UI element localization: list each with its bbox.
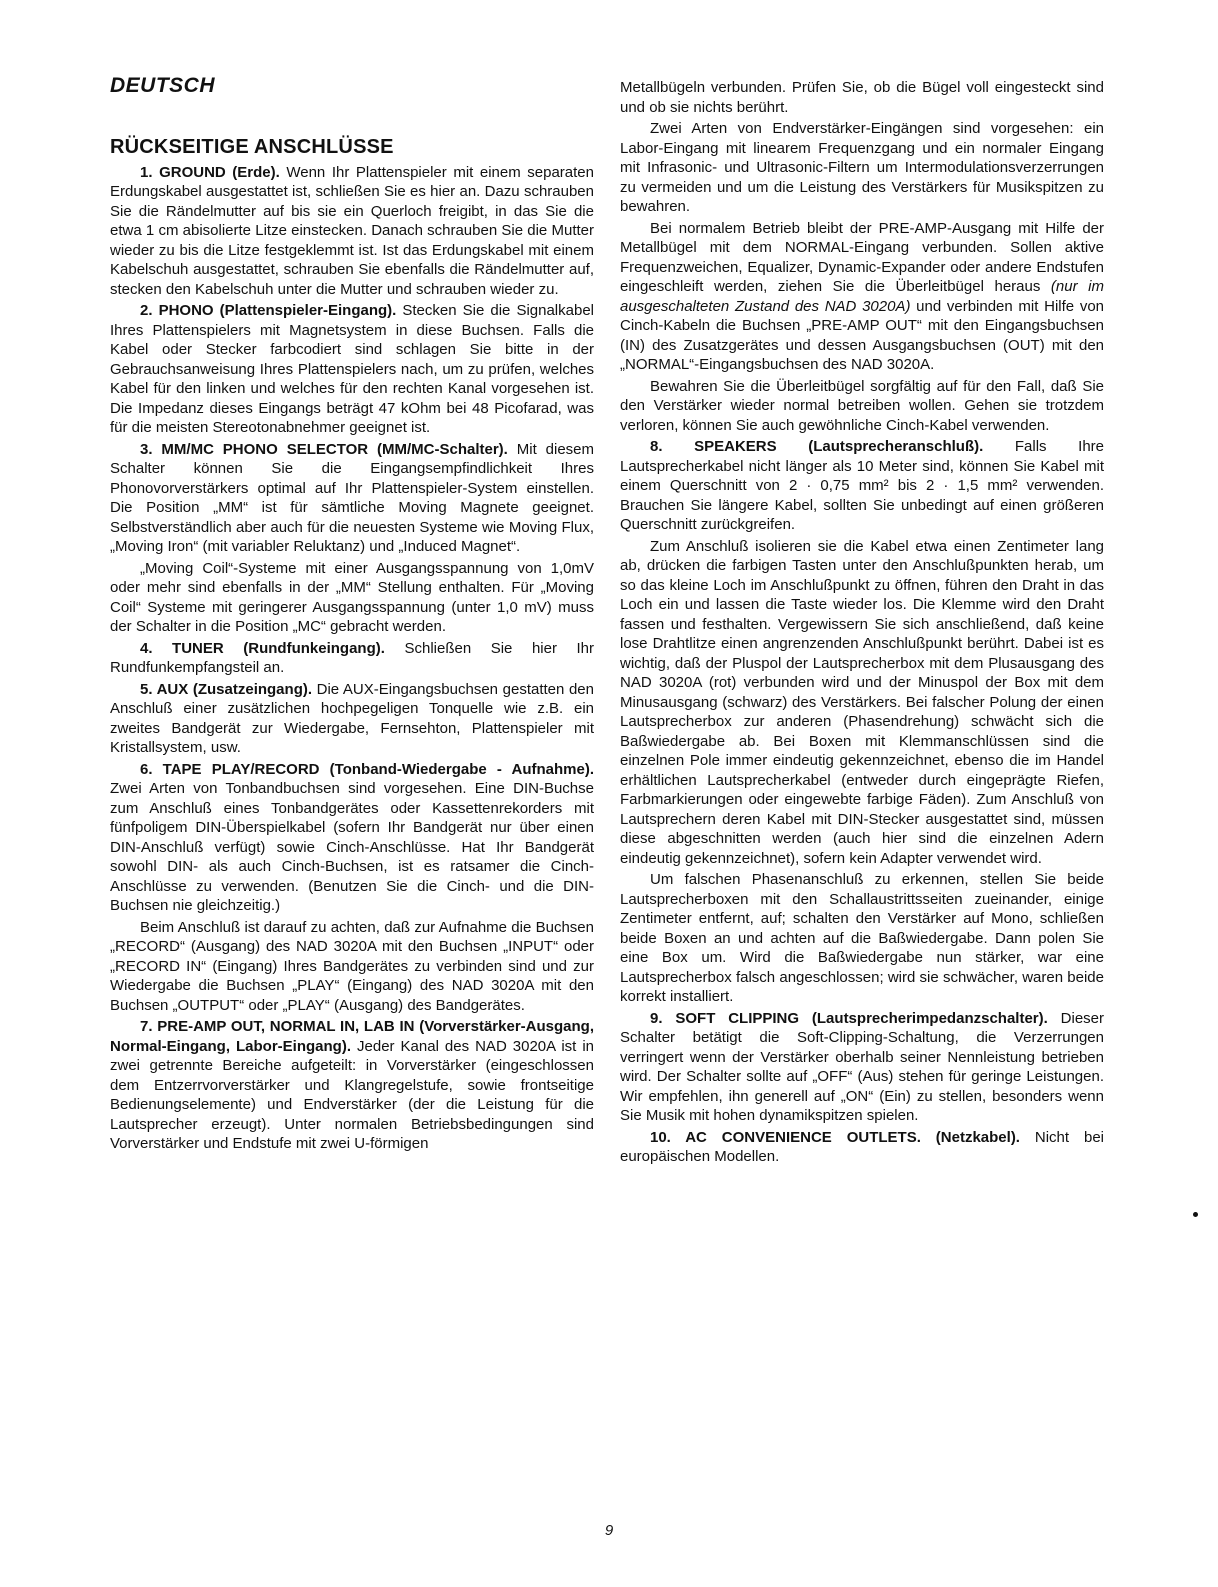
paragraph-moving-coil: „Moving Coil“-Systeme mit einer Ausgangsspannung von 1,0mV oder mehr sind ebenfalls in der „MM“ Stellung enthalten. Für „Moving Coil“ Systeme mit geringerer Ausgangsspannung (unter 1,0 mV) muss der Schalter in die Position „MC“ gebracht werden.	[110, 559, 594, 635]
item-heading: 1. GROUND (Erde).	[140, 163, 280, 181]
page-number: 9	[604, 1522, 614, 1539]
paragraph-mm-mc-selector: 3. MM/MC PHONO SELECTOR (MM/MC-Schalter). Mit diesem Schalter können Sie die Eingangsempfindlichkeit Ihres Phonovorverstärkers optimal auf Ihr Plattenspieler-System einstellen. Die Position „MM“ ist für sämtliche Moving Magnete geeignet. Selbstverständlich aber auch für die neuesten Systeme wie Moving Flux, „Moving Iron“ (mit variabler Reluktanz) und „Induced Magnet“.	[110, 440, 594, 555]
item-heading: 7. PRE-AMP OUT, NORMAL IN, LAB IN (Vorverstärker-Ausgang, Normal-Eingang, Labor-Eingang).	[110, 1018, 594, 1055]
paragraph-keep-bridges: Bewahren Sie die Überleitbügel sorgfältig auf für den Fall, daß Sie den Verstärker wieder normal betreiben wollen. Gehen sie trotzdem verloren, können Sie auch gewöhnliche Cinch-Kabel verwenden.	[620, 377, 1104, 434]
item-heading: 2. PHONO (Plattenspieler-Eingang).	[140, 302, 397, 319]
paragraph-tape-connection: Beim Anschluß ist darauf zu achten, daß zur Aufnahme die Buchsen „RECORD“ (Ausgang) des NAD 3020A mit den Buchsen „INPUT“ oder „RECORD IN“ (Eingang) Ihres Bandgerätes zu verbinden sind und zur Wiedergabe die Buchsen „PLAY“ (Eingang) des NAD 3020A mit den Buchsen „OUTPUT“ oder „PLAY“ (Ausgang) des Bandgerätes.	[110, 918, 594, 1014]
paragraph-soft-clipping: 9. SOFT CLIPPING (Lautsprecherimpedanzschalter). Dieser Schalter betätigt die Soft-Clipping-Schaltung, die Verzerrungen verringert wenn der Verstärker oberhalb seiner Nennleistung betrieben wird. Der Schalter sollte auf „OFF“ (Aus) stehen für geringe Leistungen. Wir empfehlen, ihn generell auf „ON“ (Ein) zu stellen, besonders wenn Sie Musik mit hohen dynamikspitzen spielen.	[620, 1009, 1105, 1124]
item-heading: 3. MM/MC PHONO SELECTOR (MM/MC-Schalter).	[140, 440, 508, 458]
language-heading: DEUTSCH	[110, 74, 216, 97]
paragraph-amp-inputs: Zwei Arten von Endverstärker-Eingängen sind vorgesehen: ein Labor-Eingang mit linearem Frequenzgang und ein normaler Eingang mit Infrasonic- und Ultrasonic-Filtern um Intermodulationsverzerrungen zu vermeiden und um die Leistung des Verstärkers für Musikspitzen zu bewahren.	[620, 120, 1104, 215]
item-heading: 4. TUNER (Rundfunkeingang).	[140, 639, 385, 657]
paragraph-tuner: 4. TUNER (Rundfunkeingang). Schließen Sie hier Ihr Rundfunkempfangsteil an.	[110, 639, 595, 676]
paragraph-aux: 5. AUX (Zusatzeingang). Die AUX-Eingangsbuchsen gestatten den Anschluß einer zusätzlichen hochpegeligen Tonquelle wie z.B. ein zweites Bandgerät zur Wiedergabe, Fernsehton, Plattenspieler mit Kristallsystem, usw.	[110, 680, 594, 756]
item-heading: 8. SPEAKERS (Lautsprecheranschluß).	[650, 438, 984, 455]
section-title: RÜCKSEITIGE ANSCHLÜSSE	[110, 136, 394, 158]
scan-dot	[1193, 1212, 1198, 1217]
paragraph-normal-operation: Bei normalem Betrieb bleibt der PRE-AMP-Ausgang mit Hilfe der Metallbügel mit dem NORMAL-Eingang verbunden. Sollen aktive Frequenzweichen, Equalizer, Dynamic-Expander oder andere Endstufen eingeschleift werden, ziehen Sie die Überleitbügel heraus (nur im ausgeschalteten Zustand des NAD 3020A) und verbinden mit Hilfe von Cinch-Kabeln die Buchsen „PRE-AMP OUT“ mit den Eingangsbuchsen (IN) des Zusatzgerätes und dessen Ausgangsbuchsen (OUT) mit den „NORMAL“-Eingangsbuchsen des NAD 3020A.	[620, 219, 1105, 373]
item-heading: 5. AUX (Zusatzeingang).	[140, 680, 313, 698]
italic-note: (nur im ausgeschalteten Zustand des NAD 3020A)	[620, 278, 1104, 315]
left-column	[110, 138, 594, 1156]
paragraph-phase-check: Um falschen Phasenanschluß zu erkennen, stellen Sie beide Lautsprecherboxen mit den Schallaustrittsseiten zueinander, einige Zentimeter entfernt, auf; schalten den Verstärker auf Mono, schließen beide Boxen an und achten auf die Baßwiedergabe. Dann polen Sie eine Box um. Wird die Baßwiedergabe nun stärker, war eine Lautsprecherbox falsch angeschlossen; wird sie schwächer, waren beide korrekt installiert.	[620, 871, 1104, 1005]
right-column	[620, 78, 1104, 1169]
paragraph-continued: Metallbügeln verbunden. Prüfen Sie, ob die Bügel voll eingesteckt sind und ob sie nichts berührt.	[620, 79, 1104, 116]
item-heading: 10. AC CONVENIENCE OUTLETS. (Netzkabel).	[650, 1128, 1020, 1146]
paragraph-ground: 1. GROUND (Erde). Wenn Ihr Plattenspieler mit einem separaten Erdungskabel ausgestattet ist, schließen Sie es hier an. Dazu schrauben Sie die Rändelmutter auf bis sie ein Querloch freigibt, in das Sie die etwa 1 cm abisolierte Litze einstecken. Danach schrauben Sie die Mutter wieder zu bis die Litze festgeklemmt ist. Ist das Erdungskabel mit einem Kabelschuh ausgestattet, schrauben Sie ebenfalls die Rändelmutter auf, stecken den Kabelschuh unter die Mutter und schrauben wieder zu.	[110, 163, 594, 298]
paragraph-speaker-connection: Zum Anschluß isolieren sie die Kabel etwa einen Zentimeter lang ab, drücken die farbigen Tasten unter den Anschlußpunkten herab, um so das kleine Loch im Anschlußpunkt zu öffnen, führen den Draht in das Loch ein und lassen die Taste wieder los. Die Klemme wird den Draht fassen und festhalten. Vergewissern Sie sich anschließend, daß keine lose Drahtlitze einen angrenzenden Anschlußpunkt berührt. Dabei ist es wichtig, daß der Pluspol der Lautsprecherbox mit dem Plusausgang des NAD 3020A (rot) verbunden wird und der Minuspol der Box mit dem Minusausgang (schwarz) des Verstärkers. Bei falscher Polung der einen Lautsprecherbox zur anderen (Phasendrehung) schwächt sich die Baßwiedergabe ab. Bei Boxen mit Klemmanschlüssen sind die einzelnen Pole immer eindeutig gekennzeichnet, ebenso die im Handel erhältlichen Lautsprecherkabel (entweder durch eingeprägte Riefen, Farbmarkierungen oder eingewebte farbige Fäden). Zum Anschluß von Lautsprechern deren Kabel mit DIN-Stecker ausgestattet sind, müssen diese abgeschnitten werden (auch hier sind die einzelnen Adern eindeutig gekennzeichnet), sofern kein Adapter verwendet wird.	[620, 537, 1104, 867]
paragraph-speakers: 8. SPEAKERS (Lautsprecheranschluß). Falls Ihre Lautsprecherkabel nicht länger als 10 Meter sind, können Sie Kabel mit einem Querschnitt von 2 · 0,75 mm² bis 2 · 1,5 mm² verwenden. Brauchen Sie längere Kabel, sollten Sie unbedingt auf einen größeren Querschnitt zurückgreifen.	[620, 438, 1105, 533]
item-heading: 6. TAPE PLAY/RECORD (Tonband-Wiedergabe - Aufnahme).	[140, 760, 594, 778]
paragraph-pre-amp: 7. PRE-AMP OUT, NORMAL IN, LAB IN (Vorverstärker-Ausgang, Normal-Eingang, Labor-Eingang). Jeder Kanal des NAD 3020A ist in zwei getrennte Bereiche aufgeteilt: in Vorverstärker (eingeschlossen dem Entzerrvorverstärker und Klangregelstufe, sowie frontseitige Bedienungselemente) und Endverstärker (der die Leistung für die Lautsprecher erzeugt). Unter normalen Betriebsbedingungen sind Vorverstärker und Endstufe mit zwei U-förmigen	[110, 1018, 595, 1152]
paragraph-tape: 6. TAPE PLAY/RECORD (Tonband-Wiedergabe - Aufnahme). Zwei Arten von Tonbandbuchsen sind vorgesehen. Eine DIN-Buchse zum Anschluß eines Tonbandgerätes oder Kassettenrekorders mit fünfpoligem DIN-Überspielkabel (sofern Ihr Bandgerät nur über einen DIN-Anschluß verfügt) sowie Cinch-Anschlüsse. Hat Ihr Bandgerät sowohl DIN- als auch Cinch-Buchsen, ist es ratsamer die Cinch-Anschlüsse zu verwenden. (Benutzen Sie die Cinch- und die DIN-Buchsen nie gleichzeitig.)	[110, 760, 594, 914]
item-heading: 9. SOFT CLIPPING (Lautsprecherimpedanzschalter).	[650, 1009, 1048, 1027]
paragraph-ac-outlets: 10. AC CONVENIENCE OUTLETS. (Netzkabel). Nicht bei europäischen Modellen.	[620, 1128, 1105, 1165]
paragraph-phono: 2. PHONO (Plattenspieler-Eingang). Stecken Sie die Signalkabel Ihres Plattenspielers mit Magnetsystem in diese Buchsen. Falls die Kabel oder Stecker farbcodiert sind schlagen Sie bitte in der Gebrauchsanweisung Ihres Plattenspielers nach, um zu prüfen, welches Kabel für den linken und welches für den rechten Kanal vorgesehen ist. Die Impedanz dieses Eingangs beträgt 47 kOhm bei 48 Picofarad, was für die meisten Stereotonabnehmer geeignet ist.	[110, 302, 595, 436]
